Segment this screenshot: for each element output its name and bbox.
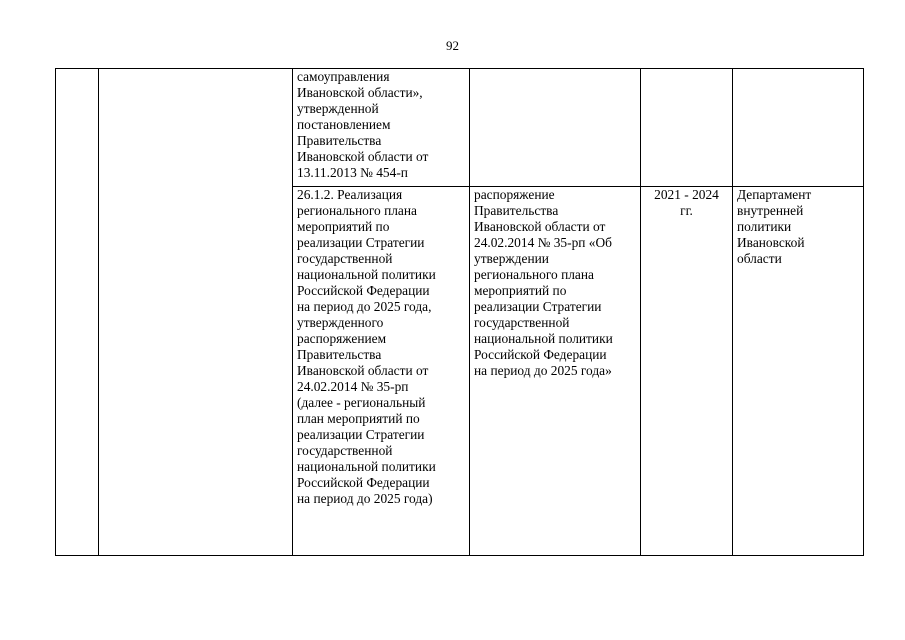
table-row (56, 69, 864, 187)
document-cell: распоряжение Правительства Ивановской области от 24.02.2014 № 35-рп «Об утверждении регионального плана мероприятий по реализации Стратегии государственной национальной политики Российской Федерации на период до 2025 года» (470, 187, 641, 556)
document-table (55, 68, 864, 556)
event-cell: 26.1.2. Реализация регионального плана мероприятий по реализации Стратегии государственной национальной политики Российской Федерации на период до 2025 года, утвержденного распоряжением Правительства Ивановской области от 24.02.2014 № 35-рп (далее - региональный план мероприятий по реализации Стратегии государственной национальной политики Российской Федерации на период до 2025 года) (293, 187, 470, 556)
page-number: 92 (446, 38, 459, 53)
number-cell (56, 69, 99, 556)
event-cell: самоуправления Ивановской области», утвержденной постановлением Правительства Ивановской области от 13.11.2013 № 454-п (293, 69, 470, 187)
document-cell (470, 69, 641, 187)
goal-cell (99, 69, 293, 556)
period-cell: 2021 - 2024 гг. (641, 187, 733, 556)
period-cell (641, 69, 733, 187)
executor-cell: Департамент внутренней политики Ивановской области (733, 187, 864, 556)
executor-cell (733, 69, 864, 187)
